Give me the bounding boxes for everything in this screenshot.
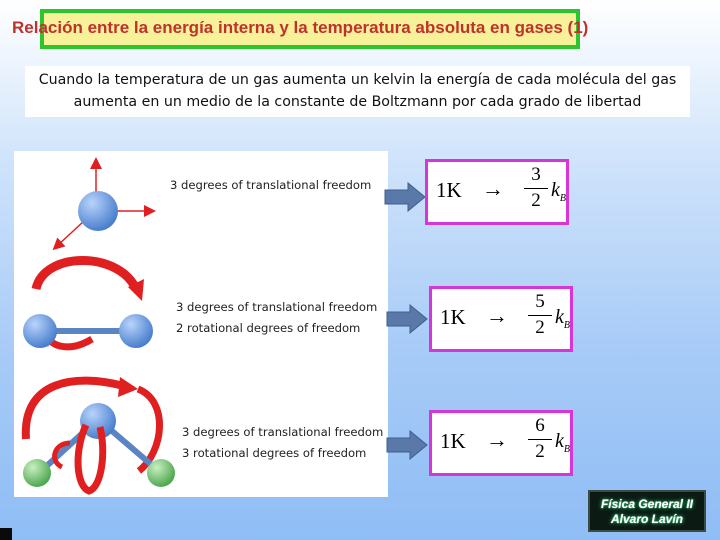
fraction-bar (528, 439, 552, 440)
fraction-denominator: 2 (535, 317, 545, 338)
atom-icon (23, 314, 57, 348)
fraction-bar (524, 188, 548, 189)
formula-arrow: → (486, 427, 508, 452)
monatomic-molecule (57, 163, 150, 246)
molecule-1-label-1: 3 degrees of translational freedom (170, 178, 372, 192)
arrow-right-icon (384, 182, 426, 212)
fraction-numerator: 6 (535, 415, 545, 436)
triatomic-molecule (23, 377, 175, 491)
formula-box-3-over-2 (425, 159, 569, 225)
molecule-2-label-1: 3 degrees of translational freedom (176, 300, 378, 314)
atom-icon (78, 191, 118, 231)
formula-fraction (528, 291, 552, 339)
fraction-denominator: 2 (531, 190, 541, 211)
arrow-right-icon (386, 304, 428, 334)
fraction-numerator: 3 (531, 164, 541, 185)
formula-box-5-over-2 (429, 286, 573, 352)
atom-icon (23, 459, 51, 487)
molecule-3-label-2: 3 rotational degrees of freedom (182, 446, 367, 460)
logo-line-2: Alvaro Lavín (610, 512, 684, 526)
atom-icon (119, 314, 153, 348)
formula-fraction (528, 415, 552, 463)
intro-text: Cuando la temperatura de un gas aumenta un kelvin la energía de cada molécula del gas aumenta en un medio de la constante de Boltzmann por cada grado de libertad (25, 66, 690, 117)
course-logo (588, 490, 706, 532)
formula-lhs: 1K (440, 429, 466, 453)
formula-arrow: → (486, 303, 508, 328)
boltzmann-constant: $k_B$ (555, 306, 570, 331)
formula-lhs: 1K (440, 305, 466, 329)
corner-marker (0, 528, 12, 540)
formula-fraction (524, 164, 548, 212)
arrow-right-icon (386, 430, 428, 460)
diatomic-molecule (23, 261, 153, 349)
formula-box-6-over-2 (429, 410, 573, 476)
atom-icon (147, 459, 175, 487)
fraction-bar (528, 315, 552, 316)
logo-line-1: Física General II (600, 497, 694, 511)
molecule-2-label-2: 2 rotational degrees of freedom (176, 321, 361, 335)
boltzmann-constant: $k_B$ (555, 430, 570, 455)
formula-arrow: → (482, 176, 504, 201)
formula-lhs: 1K (436, 178, 462, 202)
molecule-3-label-1: 3 degrees of translational freedom (182, 425, 384, 439)
fraction-numerator: 5 (535, 291, 545, 312)
fraction-denominator: 2 (535, 441, 545, 462)
slide-title: Relación entre la energía interna y la temperatura absoluta en gases (1) (12, 18, 589, 37)
boltzmann-constant: $k_B$ (551, 179, 566, 204)
